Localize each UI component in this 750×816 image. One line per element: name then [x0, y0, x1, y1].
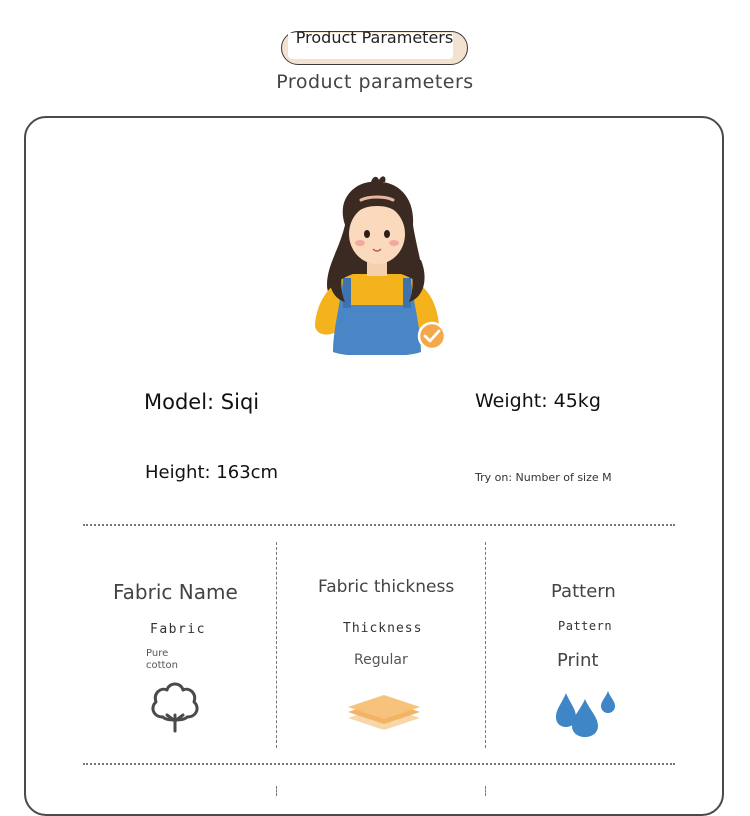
fabric-layers-icon	[345, 692, 423, 734]
pattern-label: Pattern	[558, 619, 613, 633]
column-divider-2	[485, 542, 486, 748]
pattern-value: Print	[557, 650, 599, 671]
cotton-plant-icon	[147, 679, 203, 733]
section-title-pill	[281, 28, 468, 65]
fabric-label: Fabric	[150, 622, 206, 637]
thickness-label: Thickness	[343, 621, 423, 636]
model-name: Model: Siqi	[144, 390, 260, 414]
fabric-value: Pure cotton	[146, 648, 178, 671]
model-weight: Weight: 45kg	[475, 390, 601, 412]
fabric-name-title: Fabric Name	[113, 580, 238, 604]
column-divider-4	[485, 786, 486, 796]
thickness-value: Regular	[354, 652, 408, 668]
water-drops-icon	[554, 689, 620, 739]
column-divider-1	[276, 542, 277, 748]
try-on-size: Try on: Number of size M	[475, 471, 612, 484]
section-title: Product Parameters	[295, 28, 454, 47]
model-avatar	[305, 170, 450, 355]
model-height: Height: 163cm	[145, 462, 279, 483]
divider-top	[83, 524, 675, 526]
fabric-thickness-title: Fabric thickness	[318, 577, 455, 597]
divider-bottom	[83, 763, 675, 765]
section-subtitle: Product parameters	[276, 71, 474, 93]
pattern-title: Pattern	[551, 581, 616, 602]
column-divider-3	[276, 786, 277, 796]
